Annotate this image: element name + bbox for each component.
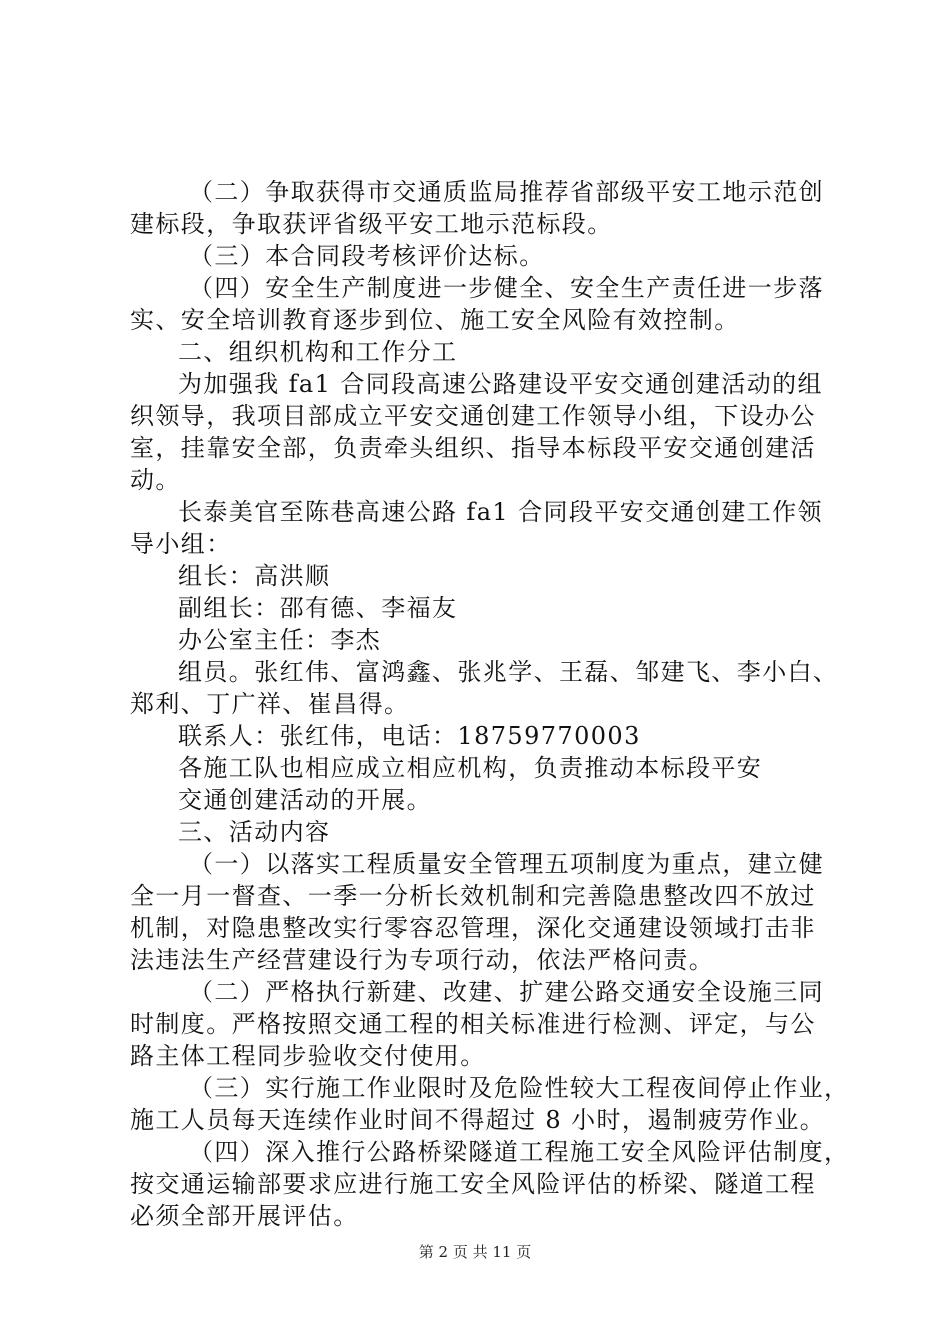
section-heading: 二、组织机构和工作分工	[178, 338, 458, 366]
paragraph-line: 路主体工程同步验收交付使用。	[130, 1042, 486, 1070]
office-director-line: 办公室主任：李杰	[178, 626, 382, 654]
section-heading: 三、活动内容	[178, 818, 331, 846]
paragraph-line: （四）安全生产制度进一步健全、安全生产责任进一步落	[189, 274, 824, 302]
group-leader-line: 组长：高洪顺	[178, 562, 331, 590]
paragraph-line: （二）严格执行新建、改建、扩建公路交通安全设施三同	[189, 978, 824, 1006]
paragraph-line: 时制度。严格按照交通工程的相关标准进行检测、评定，与公	[130, 1010, 816, 1038]
paragraph-line: 全一月一督查、一季一分析长效机制和完善隐患整改四不放过	[130, 882, 816, 910]
paragraph-line: 织领导，我项目部成立平安交通创建工作领导小组，下设办公	[130, 402, 816, 430]
paragraph-line: 导小组：	[130, 530, 232, 558]
contact-line: 联系人：张红伟，电话：18759770003	[178, 722, 641, 750]
paragraph-line: 法违法生产经营建设行为专项行动，依法严格问责。	[130, 946, 715, 974]
paragraph-line: （二）争取获得市交通质监局推荐省部级平安工地示范创	[189, 178, 824, 206]
paragraph-line: 室，挂靠安全部，负责牵头组织、指导本标段平安交通创建活	[130, 434, 816, 462]
paragraph-line: 按交通运输部要求应进行施工安全风险评估的桥梁、隧道工程	[130, 1170, 816, 1198]
paragraph-line: 必须全部开展评估。	[130, 1202, 359, 1230]
paragraph-line: 为加强我 fa1 合同段高速公路建设平安交通创建活动的组	[178, 370, 823, 398]
deputy-leader-line: 副组长：邵有德、李福友	[178, 594, 458, 622]
paragraph-line: 施工人员每天连续作业时间不得超过 8 小时，遏制疲劳作业。	[130, 1106, 826, 1134]
paragraph-line: 实、安全培训教育逐步到位、施工安全风险有效控制。	[130, 306, 740, 334]
members-line: 郑利、丁广祥、崔昌得。	[130, 690, 410, 718]
paragraph-line: 长泰美官至陈巷高速公路 fa1 合同段平安交通创建工作领	[178, 498, 823, 526]
paragraph-line: （一）以落实工程质量安全管理五项制度为重点，建立健	[189, 850, 824, 878]
paragraph-line: （三）实行施工作业限时及危险性较大工程夜间停止作业，	[189, 1074, 850, 1102]
paragraph-line: 机制，对隐患整改实行零容忍管理，深化交通建设领域打击非	[130, 914, 816, 942]
paragraph-line: 交通创建活动的开展。	[178, 786, 432, 814]
paragraph-line: （四）深入推行公路桥梁隧道工程施工安全风险评估制度，	[189, 1138, 850, 1166]
paragraph-line: 建标段，争取获评省级平安工地示范标段。	[130, 210, 613, 238]
paragraph-line: （三）本合同段考核评价达标。	[189, 242, 545, 270]
paragraph-line: 各施工队也相应成立相应机构，负责推动本标段平安	[178, 754, 763, 782]
members-line: 组员。张红伟、富鸿鑫、张兆学、王磊、邹建飞、李小白、	[178, 658, 839, 686]
page-number-footer: 第 2 页 共 11 页	[418, 1243, 532, 1261]
paragraph-line: 动。	[130, 466, 181, 494]
